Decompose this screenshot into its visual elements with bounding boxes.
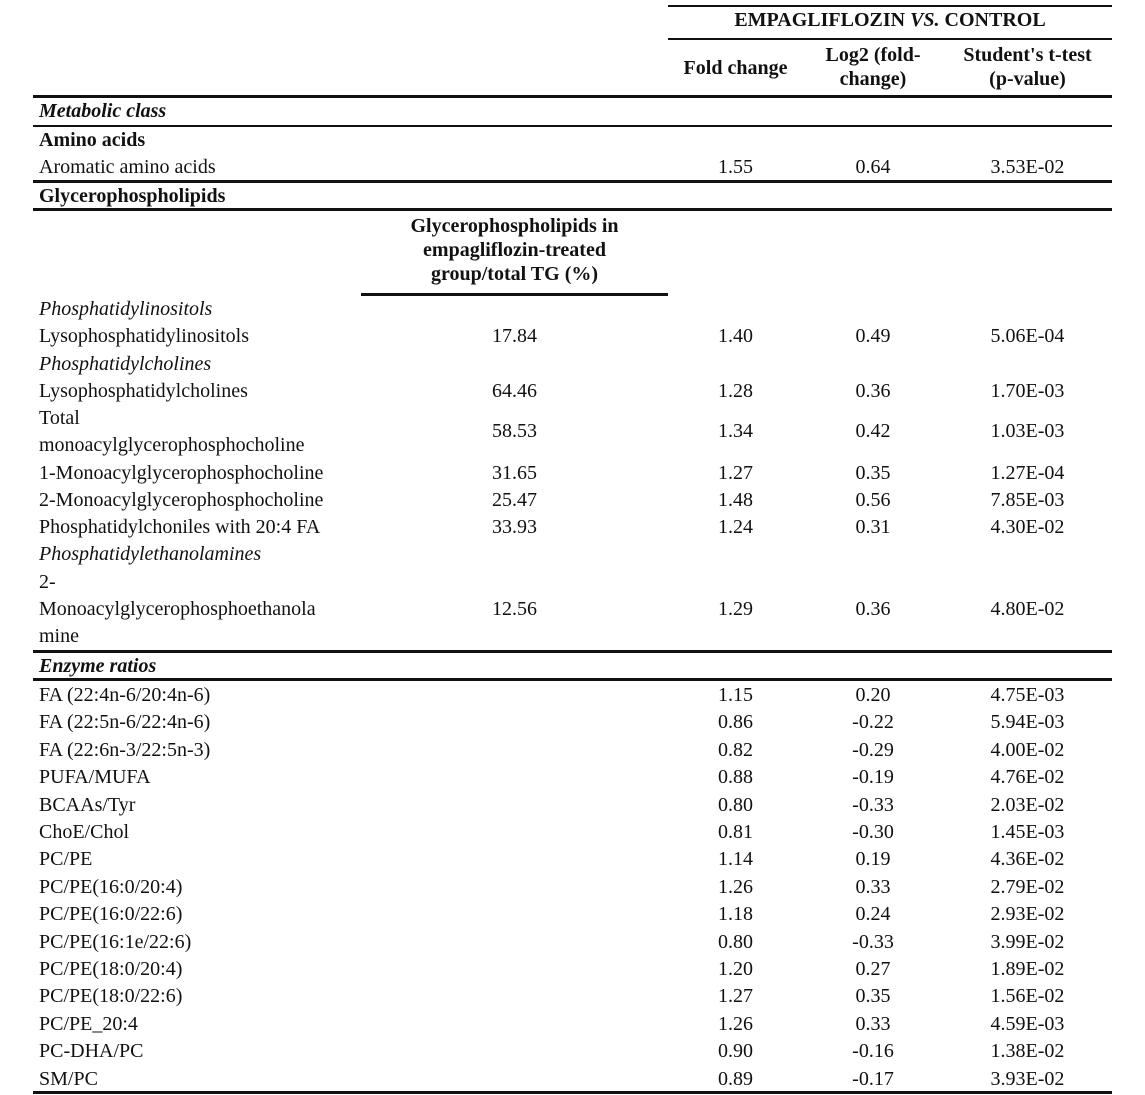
fold-change-value: 1.29 — [718, 598, 753, 620]
log2-value: 0.56 — [855, 489, 891, 511]
percent-value: 64.46 — [492, 380, 537, 402]
row-name: PC/PE_20:4 — [39, 1013, 138, 1035]
p-value: 4.75E-03 — [990, 684, 1065, 706]
row-name: PC/PE(18:0/22:6) — [39, 985, 183, 1007]
row-name: Phosphatidylchoniles with 20:4 FA — [39, 516, 321, 538]
rule-after-amino-row — [33, 180, 1112, 183]
p-value: 1.03E-03 — [990, 420, 1065, 442]
percent-value: 58.53 — [492, 420, 537, 442]
fold-change-value: 1.40 — [718, 325, 753, 347]
p-value: 1.38E-02 — [990, 1040, 1065, 1062]
row-name: PC/PE(16:1e/22:6) — [39, 931, 192, 953]
p-value: 4.36E-02 — [990, 848, 1065, 870]
row-name: PC/PE(18:0/20:4) — [39, 958, 183, 980]
p-value: 2.79E-02 — [990, 876, 1065, 898]
row-name-line1: 2- — [39, 571, 56, 593]
log2-value: -0.33 — [852, 931, 894, 953]
fold-change-value: 1.26 — [718, 876, 753, 898]
log2-value: 0.27 — [855, 958, 891, 980]
fold-change-value: 1.28 — [718, 380, 753, 402]
rule-before-enzyme — [33, 650, 1112, 653]
row-name: PC-DHA/PC — [39, 1040, 144, 1062]
fold-change-value: 1.15 — [718, 684, 753, 706]
log2-value: 0.33 — [855, 876, 891, 898]
fold-change-value: 0.82 — [718, 739, 753, 761]
section-heading-glycerophospholipids: Glycerophospholipids — [39, 185, 226, 207]
log2-value: 0.20 — [855, 684, 891, 706]
row-name-line1: Total — [39, 407, 80, 429]
section-heading-amino-acids: Amino acids — [39, 129, 146, 151]
percent-value: 33.93 — [492, 516, 537, 538]
rule-after-enzyme-heading — [33, 678, 1112, 681]
col-header-log2: Log2 (fold- change) — [825, 44, 921, 90]
rule-table-bottom — [33, 1091, 1112, 1094]
p-value: 3.99E-02 — [990, 931, 1065, 953]
log2-value: -0.29 — [852, 739, 894, 761]
log2-value: 0.49 — [855, 325, 891, 347]
p-value: 1.56E-02 — [990, 985, 1065, 1007]
log2-value: 0.35 — [855, 985, 891, 1007]
p-value: 1.89E-02 — [990, 958, 1065, 980]
p-value: 3.93E-02 — [990, 1068, 1065, 1090]
row-name: SM/PC — [39, 1068, 98, 1090]
row-name: FA (22:4n-6/20:4n-6) — [39, 684, 211, 706]
log2-value: 0.35 — [855, 462, 891, 484]
p-value: 2.93E-02 — [990, 903, 1065, 925]
row-name-line2: Monoacylglycerophosphoethanola — [39, 598, 316, 620]
subclass-phosphatidylcholines: Phosphatidylcholines — [39, 353, 212, 375]
top-rule-group — [668, 5, 1112, 7]
log2-value: -0.30 — [852, 821, 894, 843]
p-value: 4.00E-02 — [990, 739, 1065, 761]
log2-value: -0.33 — [852, 794, 894, 816]
fold-change-value: 1.48 — [718, 489, 753, 511]
row-name: PUFA/MUFA — [39, 766, 151, 788]
row-name: 2-Monoacylglycerophosphocholine — [39, 489, 324, 511]
log2-value: -0.19 — [852, 766, 894, 788]
p-value: 5.94E-03 — [990, 711, 1065, 733]
row-name: FA (22:5n-6/22:4n-6) — [39, 711, 211, 733]
row-name-line2: monoacylglycerophosphocholine — [39, 434, 305, 456]
p-value: 4.76E-02 — [990, 766, 1065, 788]
p-value: 1.70E-03 — [990, 380, 1065, 402]
percent-value: 17.84 — [492, 325, 537, 347]
group-title: EMPAGLIFLOZIN VS. CONTROL — [734, 9, 1046, 31]
log2-value: 0.31 — [855, 516, 891, 538]
percent-value: 25.47 — [492, 489, 537, 511]
section-heading-enzyme-ratios: Enzyme ratios — [39, 655, 157, 677]
percent-value: 12.56 — [492, 598, 537, 620]
log2-value: 0.19 — [855, 848, 891, 870]
p-value: 3.53E-02 — [990, 156, 1065, 178]
log2-value: -0.22 — [852, 711, 894, 733]
p-value: 2.03E-02 — [990, 794, 1065, 816]
p-value: 1.27E-04 — [990, 462, 1065, 484]
row-name: PC/PE(16:0/22:6) — [39, 903, 183, 925]
fold-change-value: 1.34 — [718, 420, 753, 442]
row-name: Aromatic amino acids — [39, 156, 216, 178]
fold-change-value: 0.88 — [718, 766, 753, 788]
fold-change-value: 1.27 — [718, 985, 753, 1007]
log2-value: -0.17 — [852, 1068, 894, 1090]
subclass-phosphatidylinositols: Phosphatidylinositols — [39, 298, 213, 320]
rule-under-pct-header — [361, 293, 668, 296]
log2-value: 0.24 — [855, 903, 891, 925]
row-name: PC/PE(16:0/20:4) — [39, 876, 183, 898]
log2-value: 0.33 — [855, 1013, 891, 1035]
p-value: 4.80E-02 — [990, 598, 1065, 620]
subclass-phosphatidylethanolamines: Phosphatidylethanolamines — [39, 543, 262, 565]
p-value: 4.30E-02 — [990, 516, 1065, 538]
row-name: 1-Monoacylglycerophosphocholine — [39, 462, 324, 484]
row-name: Lysophosphatidylcholines — [39, 380, 248, 402]
fold-change-value: 1.55 — [718, 156, 753, 178]
row-name: ChoE/Chol — [39, 821, 130, 843]
rule-after-glycero-heading — [33, 208, 1112, 211]
log2-value: 0.36 — [855, 380, 891, 402]
fold-change-value: 0.80 — [718, 931, 753, 953]
fold-change-value: 0.81 — [718, 821, 753, 843]
row-name: PC/PE — [39, 848, 93, 870]
col-header-fold-change: Fold change — [683, 57, 788, 79]
log2-value: -0.16 — [852, 1040, 894, 1062]
log2-value: 0.36 — [855, 598, 891, 620]
fold-change-value: 1.18 — [718, 903, 753, 925]
row-name: FA (22:6n-3/22:5n-3) — [39, 739, 211, 761]
p-value: 1.45E-03 — [990, 821, 1065, 843]
log2-value: 0.42 — [855, 420, 891, 442]
p-value: 4.59E-03 — [990, 1013, 1065, 1035]
fold-change-value: 0.90 — [718, 1040, 753, 1062]
fold-change-value: 0.89 — [718, 1068, 753, 1090]
fold-change-value: 0.80 — [718, 794, 753, 816]
fold-change-value: 1.26 — [718, 1013, 753, 1035]
rule-after-metabolic-class — [33, 125, 1112, 127]
p-value: 7.85E-03 — [990, 489, 1065, 511]
col-header-ttest: Student's t-test (p-value) — [963, 44, 1092, 90]
row-name: Lysophosphatidylinositols — [39, 325, 250, 347]
fold-change-value: 1.27 — [718, 462, 753, 484]
percent-value: 31.65 — [492, 462, 537, 484]
fold-change-value: 1.14 — [718, 848, 753, 870]
p-value: 5.06E-04 — [990, 325, 1065, 347]
rule-under-group-title — [668, 38, 1112, 40]
fold-change-value: 0.86 — [718, 711, 753, 733]
log2-value: 0.64 — [855, 156, 891, 178]
fold-change-value: 1.24 — [718, 516, 753, 538]
metabolic-class-label: Metabolic class — [39, 100, 167, 122]
col-header-percent-total-tg: Glycerophospholipids in empagliflozin-treated group/total TG (%) — [410, 215, 619, 285]
fold-change-value: 1.20 — [718, 958, 753, 980]
row-name: BCAAs/Tyr — [39, 794, 136, 816]
row-name-line3: mine — [39, 625, 79, 647]
rule-header-bottom — [33, 95, 1112, 98]
